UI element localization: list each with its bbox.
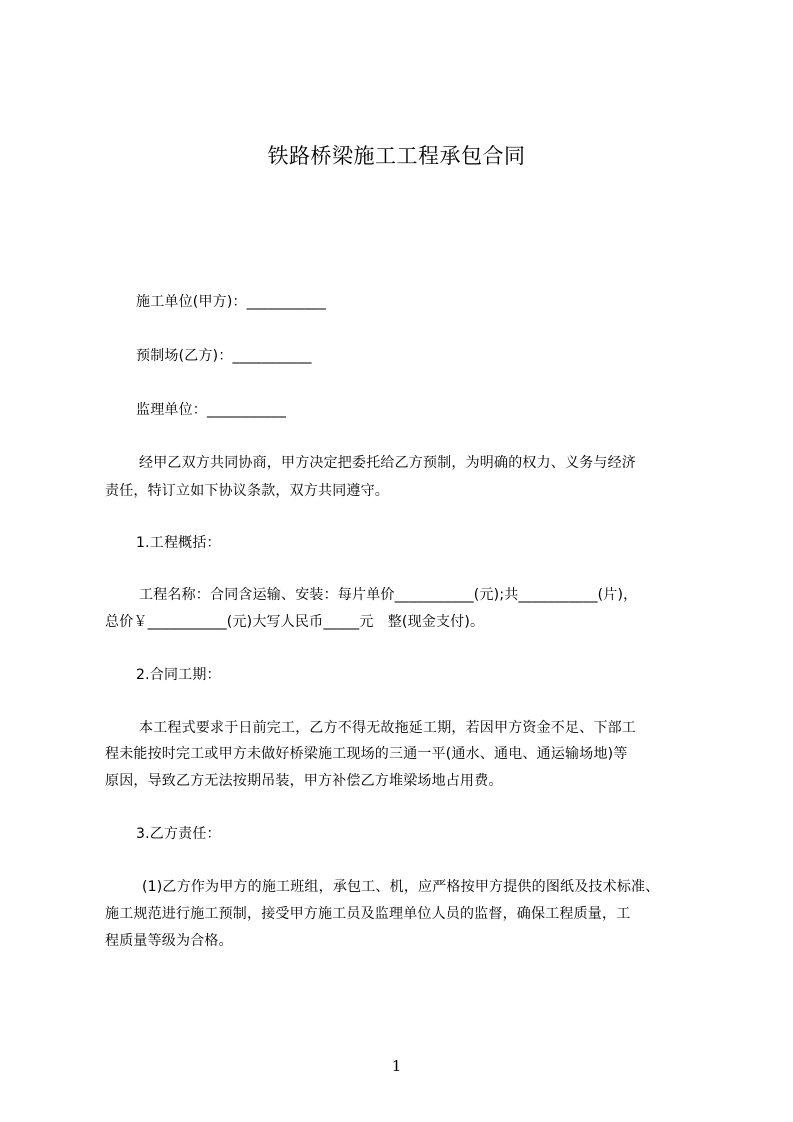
party-b-line: 预制场(乙方)：___________ [136, 348, 312, 364]
section-1-line-2: 总价￥___________(元)大写人民币_____元 整(现金支付)。 [105, 614, 485, 630]
section-heading-1: 1.工程概括： [136, 535, 221, 551]
page-title: 铁路桥梁施工工程承包合同 [267, 144, 526, 168]
section-2-line-1: 本工程式要求于日前完工，乙方不得无故拖延工期，若因甲方资金不足、下部工 [139, 720, 636, 736]
intro-line-2: 责任，特订立如下协议条款，双方共同遵守。 [105, 483, 389, 499]
section-3-line-2: 施工规范进行施工预制，接受甲方施工员及监理单位人员的监督，确保工程质量，工 [105, 906, 631, 922]
section-heading-2: 2.合同工期： [136, 667, 221, 683]
section-2-line-3: 原因，导致乙方无法按期吊装，甲方补偿乙方堆梁场地占用费。 [105, 773, 503, 789]
party-a-line: 施工单位(甲方)：___________ [136, 294, 326, 310]
section-3-line-3: 程质量等级为合格。 [105, 933, 233, 949]
section-3-line-1: (1)乙方作为甲方的施工班组，承包工、机，应严格按甲方提供的图纸及技术标准、 [142, 879, 660, 895]
section-heading-3: 3.乙方责任： [136, 826, 221, 842]
page-number: 1 [391, 1057, 402, 1075]
supervisor-line: 监理单位：___________ [136, 402, 287, 418]
intro-line-1: 经甲乙双方共同协商，甲方决定把委托给乙方预制，为明确的权力、义务与经济 [139, 455, 636, 471]
section-1-line-1: 工程名称：合同含运输、安装：每片单价___________(元);共___________(片)， [139, 587, 638, 603]
section-2-line-2: 程未能按时完工或甲方未做好桥梁施工现场的三通一平(通水、通电、通运输场地)等 [105, 746, 628, 762]
